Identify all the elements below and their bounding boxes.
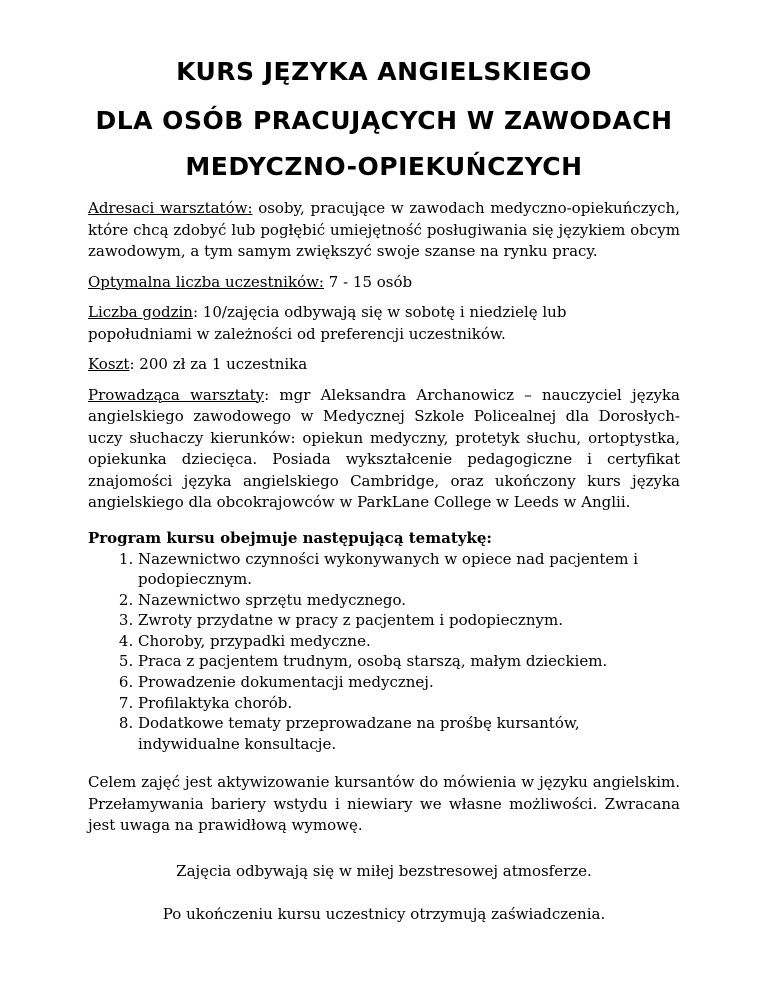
recipients-label: Adresaci warsztatów: — [88, 199, 253, 217]
certificate-line: Po ukończeniu kursu uczestnicy otrzymują zaświadczenia. — [162, 904, 606, 923]
hours-label: Liczba godzin — [88, 303, 193, 321]
program-item: 5. Praca z pacjentem trudnym, osobą starszą, małym dzieckiem. — [138, 651, 680, 672]
participants-label: Optymalna liczba uczestników: — [88, 272, 324, 291]
hours-text-line-1: : 10/zajęcia odbywają się w sobotę i niedzielę lub — [192, 303, 567, 321]
instructor-label: Prowadząca warsztaty — [88, 385, 265, 404]
program-item: 1. Nazewnictwo czynności wykonywanych w opiece nad pacjentem i podopiecznym. — [138, 549, 680, 590]
aim-paragraph: Celem zajęć jest aktywizowanie kursantów do mówienia w języku angielskim. Przełamywania bariery wstydu i niewiary we własne możliwości. Zwracana jest uwaga na prawidłową wymowę. — [88, 773, 680, 835]
instructor-text: : mgr Aleksandra Archanowicz – nauczyciel języka angielskiego zawodowego w Medycznej Szkole Policealnej dla Dorosłych-uczy słuchaczy kierunków: opiekun medyczny, protetyk słuchu, ortoptystka, opiekunka dziecięca. Posiada wykształcenie pedagogiczne i certyfikat znajomości języka angielskiego Cambridge, oraz ukończony kurs języka angielskiego dla obcokrajowców w ParkLane College w Leeds w Anglii. — [88, 385, 680, 511]
cost-paragraph — [88, 354, 680, 376]
program-item: 6. Prowadzenie dokumentacji medycznej. — [138, 672, 680, 693]
program-item: 4. Choroby, przypadki medyczne. — [138, 631, 680, 652]
program-item: 2. Nazewnictwo sprzętu medycznego. — [138, 590, 680, 611]
title-line-3: MEDYCZNO-OPIEKUŃCZYCH — [185, 152, 583, 181]
title-line-1: KURS JĘZYKA ANGIELSKIEGO — [176, 57, 592, 86]
hours-text-line-2: popołudniami w zależności od preferencji uczestników. — [88, 324, 506, 343]
participants-text: 7 - 15 osób — [324, 272, 413, 291]
participants-paragraph — [88, 272, 680, 294]
atmosphere-line: Zajęcia odbywają się w miłej bezstresowej atmosferze. — [176, 861, 592, 880]
recipients-text: osoby, pracujące w zawodach medyczno-opiekuńczych, które chcą zdobyć lub pogłębić umiejętność posługiwania się językiem obcym zawodowym, a tym samym zwiększyć swoje szanse na rynku pracy. — [88, 199, 680, 260]
cost-label: Koszt — [88, 355, 130, 373]
instructor-paragraph — [88, 385, 680, 514]
program-item: 7. Profilaktyka chorób. — [138, 693, 680, 714]
hours-paragraph — [88, 302, 680, 345]
program-heading: Program kursu obejmuje następującą tematykę: — [88, 528, 492, 547]
program-item: 8. Dodatkowe tematy przeprowadzane na prośbę kursantów, indywidualne konsultacje. — [138, 713, 680, 754]
program-item: 3. Zwroty przydatne w pracy z pacjentem i podopiecznym. — [138, 610, 680, 631]
recipients-paragraph — [88, 198, 680, 263]
title-line-2: DLA OSÓB PRACUJĄCYCH W ZAWODACH — [95, 106, 673, 135]
cost-text: : 200 zł za 1 uczestnika — [129, 355, 308, 373]
document-page — [88, 48, 680, 925]
program-list — [88, 549, 680, 755]
